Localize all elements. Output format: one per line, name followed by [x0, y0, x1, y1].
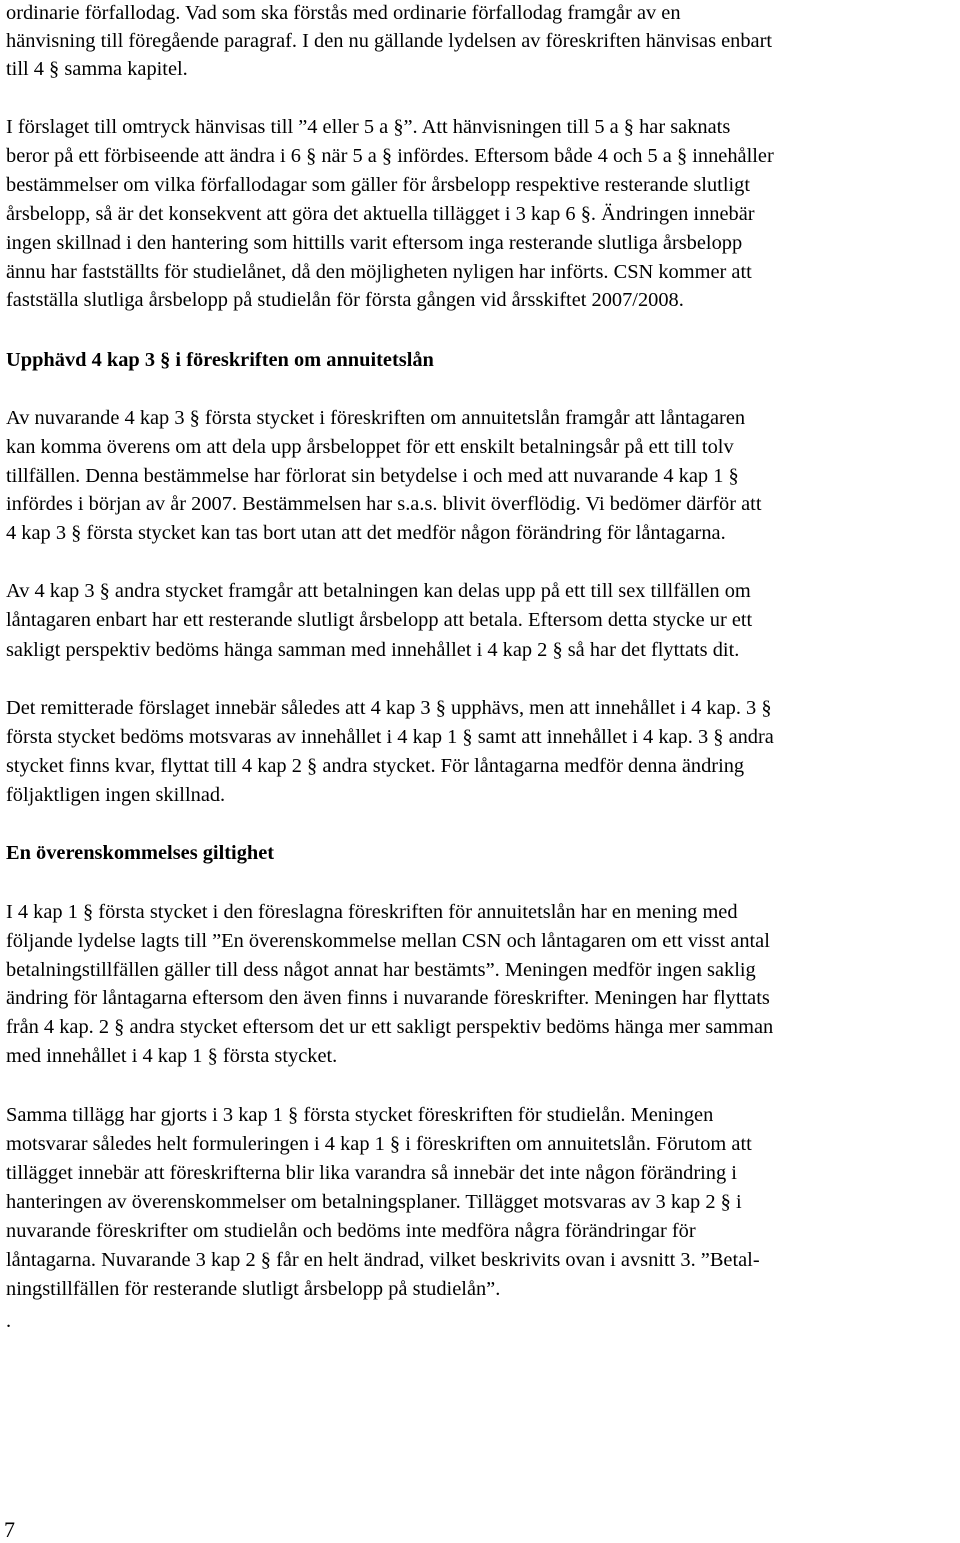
trailing-dot: . — [6, 1310, 12, 1332]
text-line: låntagaren enbart har ett resterande slutligt årsbelopp att betala. Eftersom detta stycke ur ett — [6, 609, 753, 631]
page-number: 7 — [4, 1517, 15, 1542]
section-heading: Upphävd 4 kap 3 § i föreskriften om annuitetslån — [6, 349, 434, 371]
text-line: nuvarande föreskrifter om studielån och bedöms inte medföra några förändringar för — [6, 1220, 696, 1242]
section-heading: En överenskommelses giltighet — [6, 842, 275, 864]
text-line: I förslaget till omtryck hänvisas till ”4 eller 5 a §”. Att hänvisningen till 5 a § har saknats — [6, 116, 731, 138]
text-line: sakligt perspektiv bedöms hänga samman med innehållet i 4 kap 2 § så har det flyttats dit. — [6, 639, 740, 661]
text-line: motsvarar således helt formuleringen i 4 kap 1 § i föreskriften om annuitetslån. Förutom att — [6, 1133, 752, 1155]
text-line: ordinarie förfallodag. Vad som ska förstås med ordinarie förfallodag framgår av en — [6, 2, 681, 24]
text-line: årsbelopp, så är det konsekvent att göra det aktuella tillägget i 3 kap 6 §. Ändringen innebär — [6, 203, 755, 225]
text-line: tillfällen. Denna bestämmelse har förlorat sin betydelse i och med att nuvarande 4 kap 1 § — [6, 465, 739, 487]
text-line: infördes i början av år 2007. Bestämmelsen har s.a.s. blivit överflödig. Vi bedömer därför att — [6, 493, 762, 515]
text-line: ingen skillnad i den hantering som hittills varit eftersom inga resterande slutliga årsbelopp — [6, 232, 743, 254]
text-line: från 4 kap. 2 § andra stycket eftersom det ur ett sakligt perspektiv bedöms hänga mer samman — [6, 1016, 774, 1038]
text-line: hanteringen av överenskommelser om betalningsplaner. Tillägget motsvaras av 3 kap 2 § i — [6, 1191, 742, 1213]
text-line: hänvisning till föregående paragraf. I den nu gällande lydelsen av föreskriften hänvisas enbart — [6, 30, 773, 52]
text-line: ännu har fastställts för studielånet, då den möjligheten nyligen har införts. CSN kommer att — [6, 261, 752, 283]
text-line: 4 kap 3 § första stycket kan tas bort utan att det medför någon förändring för låntagarna. — [6, 522, 726, 544]
text-line: betalningstillfällen gäller till dess något annat har bestämts”. Meningen medför ingen saklig — [6, 959, 756, 981]
text-line: följande lydelse lagts till ”En överenskommelse mellan CSN och låntagaren om ett visst antal — [6, 930, 770, 952]
text-line: Samma tillägg har gjorts i 3 kap 1 § första stycket föreskriften för studielån. Meningen — [6, 1104, 714, 1126]
text-line: beror på ett förbiseende att ändra i 6 § när 5 a § infördes. Eftersom både 4 och 5 a § innehåller — [6, 145, 774, 167]
text-line: ändring för låntagarna eftersom den även finns i nuvarande föreskrifter. Meningen har flyttats — [6, 987, 770, 1009]
text-line: Av 4 kap 3 § andra stycket framgår att betalningen kan delas upp på ett till sex tillfällen om — [6, 580, 751, 602]
text-line: första stycket bedöms motsvaras av innehållet i 4 kap 1 § samt att innehållet i 4 kap. 3 § andra — [6, 726, 774, 748]
text-line: tillägget innebär att föreskrifterna blir lika varandra så innebär det inte någon förändring i — [6, 1162, 737, 1184]
text-line: fastställa slutliga årsbelopp på studielån för första gången vid årsskiftet 2007/2008. — [6, 289, 684, 311]
text-line: Av nuvarande 4 kap 3 § första stycket i föreskriften om annuitetslån framgår att låntagaren — [6, 407, 746, 429]
text-line: kan komma överens om att dela upp årsbeloppet för ett enskilt betalningsår på ett till tolv — [6, 436, 734, 458]
text-line: I 4 kap 1 § första stycket i den föreslagna föreskriften för annuitetslån har en mening med — [6, 901, 738, 923]
text-line: till 4 § samma kapitel. — [6, 58, 188, 80]
text-line: stycket finns kvar, flyttat till 4 kap 2 § andra stycket. För låntagarna medför denna ändring — [6, 755, 745, 777]
text-line: bestämmelser om vilka förfallodagar som gäller för årsbelopp respektive resterande slutligt — [6, 174, 751, 196]
text-line: följaktligen ingen skillnad. — [6, 784, 226, 806]
text-line: låntagarna. Nuvarande 3 kap 2 § får en helt ändrad, vilket beskrivits ovan i avsnitt 3. ”Betal- — [6, 1249, 760, 1271]
text-line: med innehållet i 4 kap 1 § första stycket. — [6, 1045, 338, 1067]
text-line: ningstillfällen för resterande slutligt årsbelopp på studielån”. — [6, 1278, 501, 1300]
text-line: Det remitterade förslaget innebär således att 4 kap 3 § upphävs, men att innehållet i 4 kap. 3 § — [6, 697, 772, 719]
